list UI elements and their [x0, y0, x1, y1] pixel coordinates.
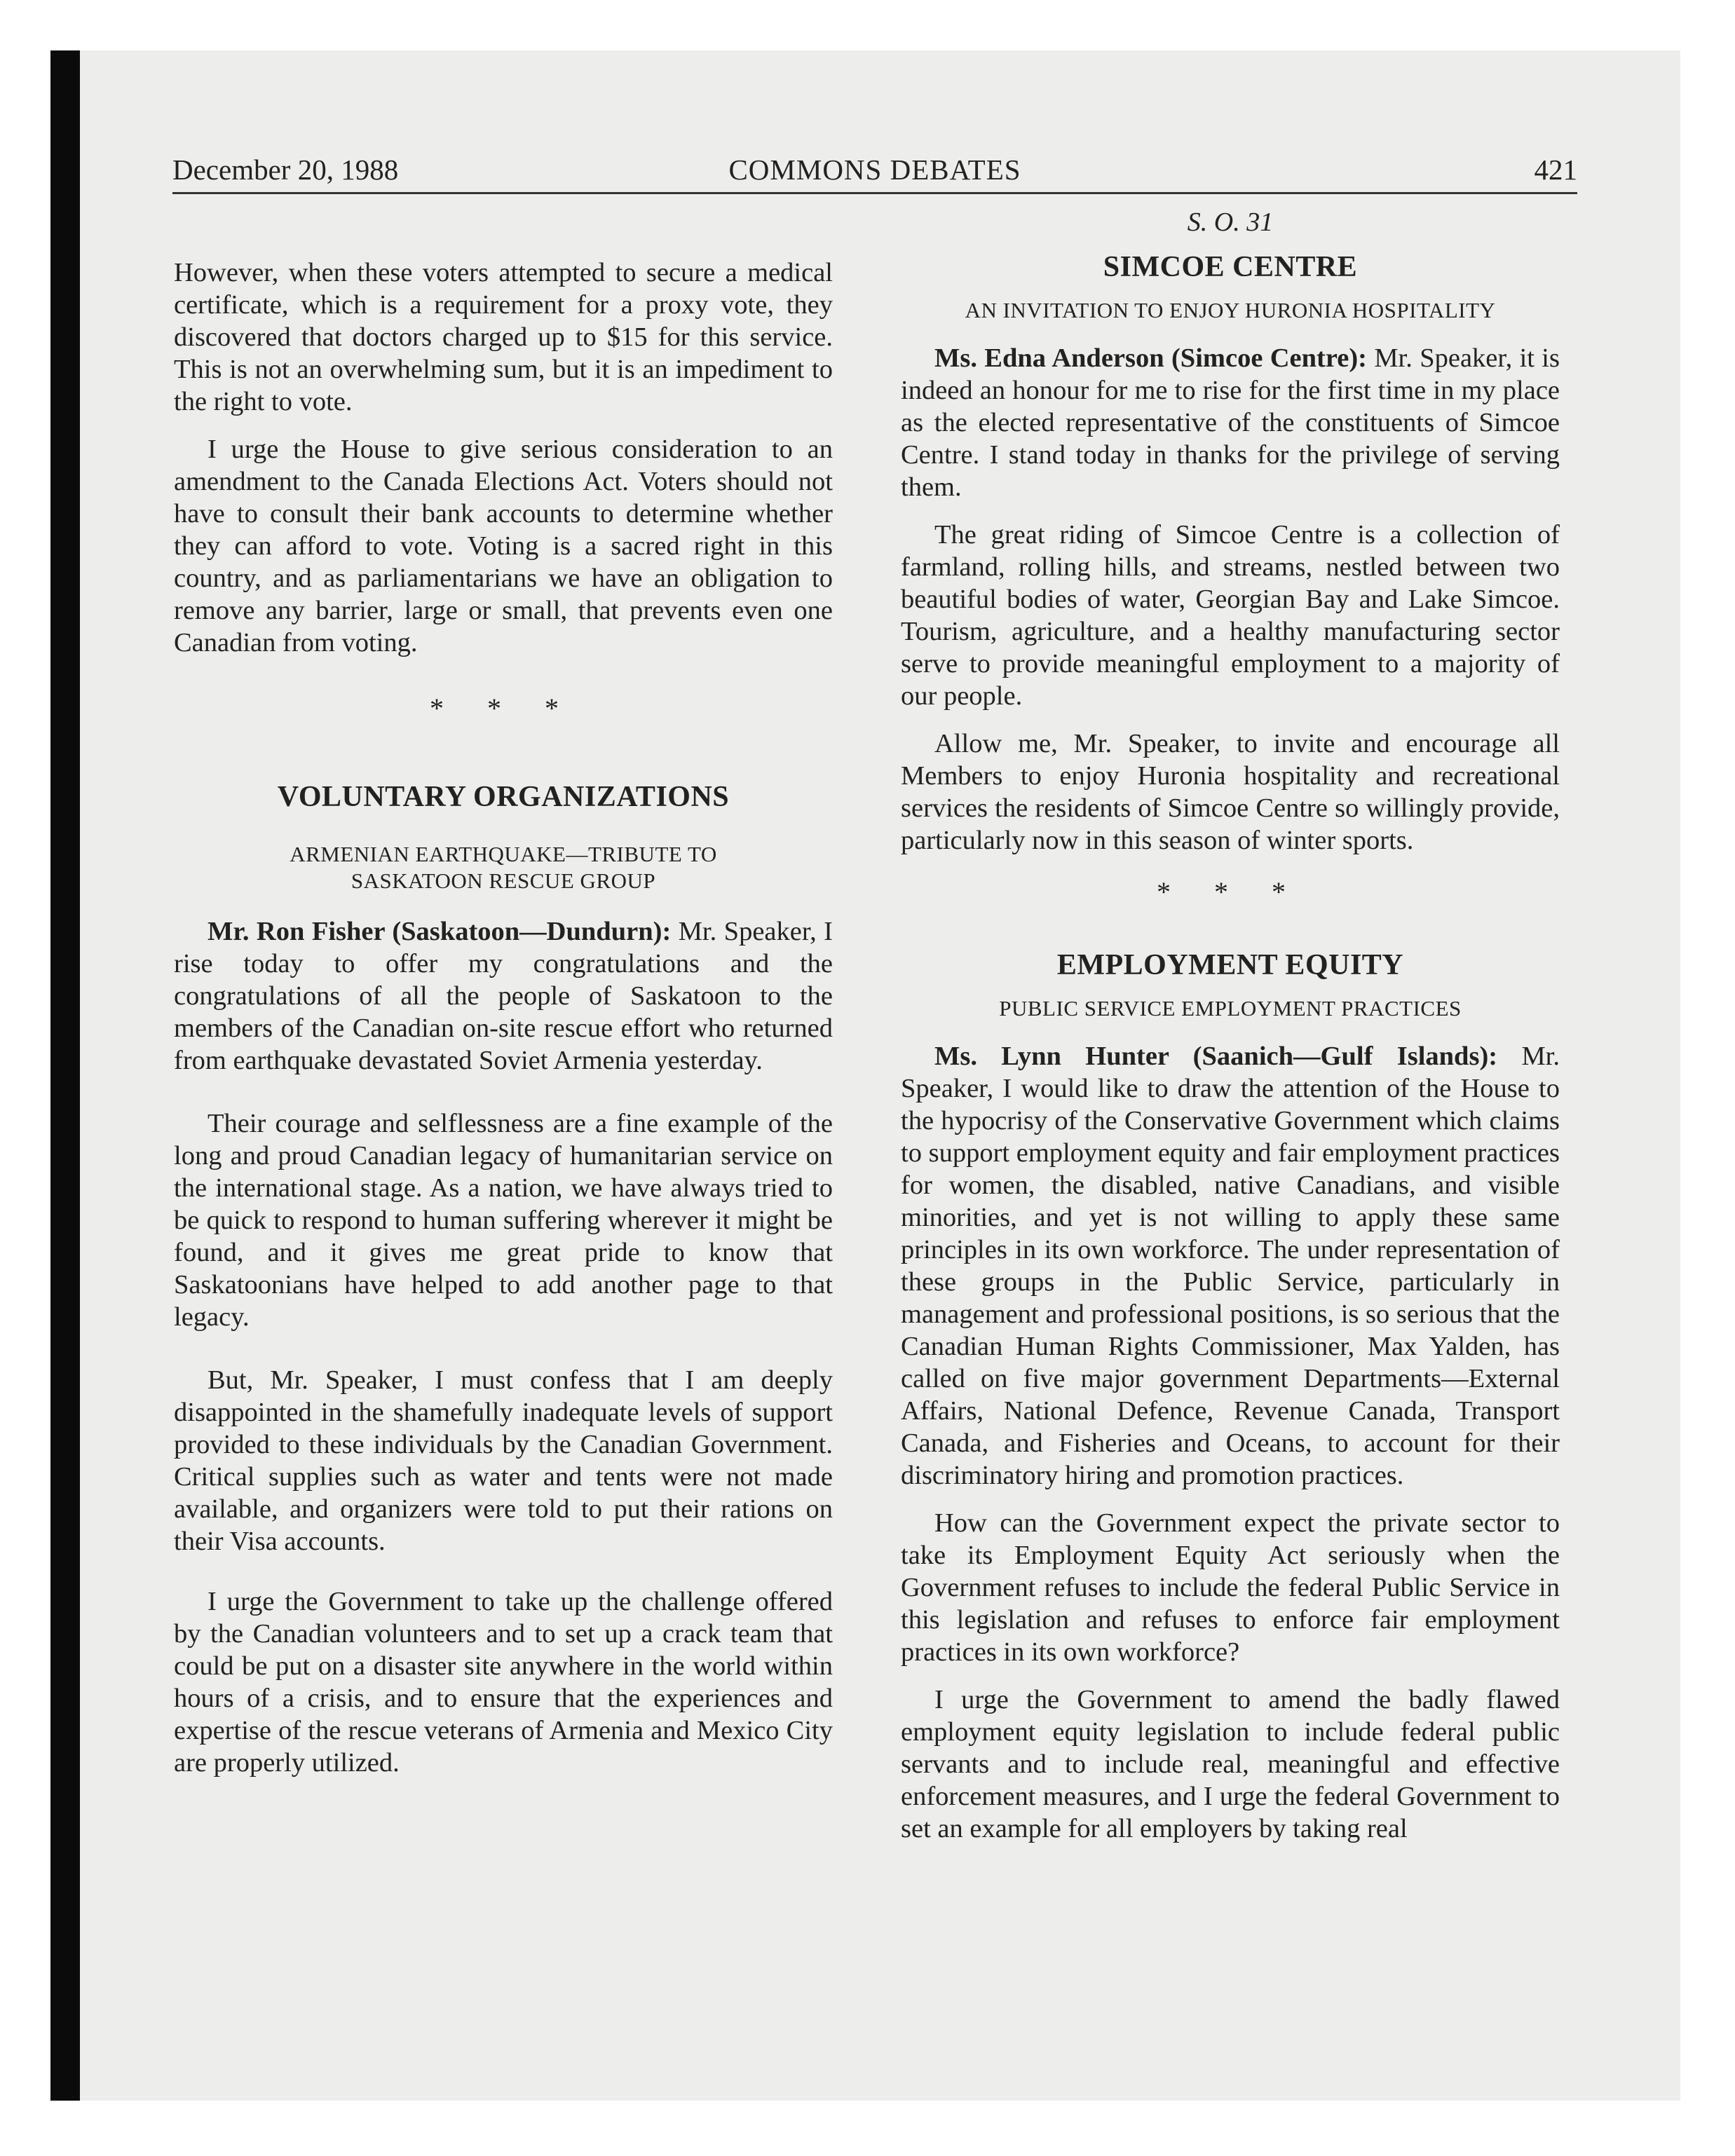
spacer: [901, 908, 1560, 949]
section-title-employment-equity: EMPLOYMENT EQUITY: [1056, 949, 1404, 981]
speaker-paragraph: [901, 342, 1560, 503]
section-subtitle: AN INVITATION TO ENJOY HURONIA HOSPITALITY: [965, 298, 1496, 322]
page-number: 421: [1534, 153, 1577, 186]
paragraph: I urge the Government to take up the challenge offered by the Canadian volunteers and to set up a crack team that could be put on a disaster site anywhere in the world within hours of a crisis, and to ensure that the experiences and expertise of the rescue veterans of Armenia and Mexico City are properly utilized.: [174, 1587, 833, 1778]
binding-edge: [50, 50, 80, 2101]
speech-text: Mr. Speaker, I rise today to offer my congratulations and the congratulations of all the people of Saskatoon to the members of the Canadian on-site rescue effort who returned from earthquake devastated Soviet Armenia yesterday.: [174, 917, 833, 1075]
paragraph: The great riding of Simcoe Centre is a collection of farmland, rolling hills, and streams, nestled between two beautiful bodies of water, Georgian Bay and Lake Simcoe. Tourism, agriculture, and a healthy manufacturing sector serve to provide meaningful employment to a majority of our people.: [901, 520, 1560, 711]
standing-order-label: S. O. 31: [1187, 207, 1274, 237]
paragraph: I urge the Government to amend the badly flawed employment equity legislation to include federal public servants and to include real, meaningful and effective enforcement measures, and I urge the federal Government to set an example for all employers by taking real: [901, 1685, 1560, 1843]
speaker-name: Ms. Lynn Hunter (Saanich—Gulf Islands):: [934, 1042, 1498, 1071]
section-separator: * * *: [1157, 876, 1304, 908]
spacer: [174, 1092, 833, 1107]
spacer: [174, 1349, 833, 1364]
right-column: [901, 203, 1560, 1860]
header-date: December 20, 1988: [172, 153, 399, 186]
paragraph: But, Mr. Speaker, I must confess that I am deeply disappointed in the shamefully inadequate levels of support provided to these individuals by the Canadian Government. Critical supplies such as water and tents were not made available, and organizers were told to put their rations on their Visa accounts.: [174, 1365, 833, 1556]
spacer: [174, 725, 833, 781]
spacer: [174, 1573, 833, 1585]
speech-text: Mr. Speaker, I would like to draw the attention of the House to the hypocrisy of the Conservative Government which claims to support employment equity and fair employment practices for women, the disabled, native Canadians, and visible minorities, and yet is not willing to apply these same principles in its own workforce. The under representation of these groups in the Public Service, particularly in management and professional positions, is so serious that the Canadian Human Rights Commissioner, Max Yalden, has called on five major government Departments—External Affairs, National Defence, Revenue Canada, Transport Canada, and Fisheries and Oceans, to account for their discriminatory hiring and promotion practices.: [901, 1042, 1560, 1490]
speech-text: Mr. Speaker, it is indeed an honour for me to rise for the first time in my place as the elected representative of the constituents of Simcoe Centre. I stand today in thanks for the privilege of serving them.: [901, 343, 1560, 502]
section-separator: * * *: [430, 692, 577, 724]
speaker-paragraph: [174, 915, 833, 1077]
paragraph: I urge the House to give serious consideration to an amendment to the Canada Elections Act. Voters should not have to consult their bank accounts to determine whether they can afford to vote. Voting is a sacred right in this country, and as parliamentarians we have an obligation to remove any barrier, large or small, that prevents even one Canadian from voting.: [174, 435, 833, 657]
speaker-name: Mr. Ron Fisher (Saskatoon—Dundurn):: [207, 917, 672, 946]
section-title-simcoe-centre: SIMCOE CENTRE: [1103, 251, 1358, 283]
left-column-top-spacer: [174, 203, 833, 257]
paragraph: Allow me, Mr. Speaker, to invite and encourage all Members to enjoy Huronia hospitality and recreational services the residents of Simcoe Centre so willingly provide, particularly now in this season of winter sports.: [901, 729, 1560, 855]
speaker-name: Ms. Edna Anderson (Simcoe Centre):: [934, 343, 1367, 373]
section-title-voluntary-organizations: VOLUNTARY ORGANIZATIONS: [277, 781, 730, 813]
paragraph: Their courage and selflessness are a fine example of the long and proud Canadian legacy of humanitarian service on the international stage. As a nation, we have always tried to be quick to respond to human suffering wherever it might be found, and it gives me great pride to know that Saskatoonians have helped to add another page to that legacy.: [174, 1109, 833, 1332]
section-subtitle: ARMENIAN EARTHQUAKE—TRIBUTE TO SASKATOON RESCUE GROUP: [290, 842, 717, 893]
paragraph: However, when these voters attempted to secure a medical certificate, which is a requirement for a proxy vote, they discovered that doctors charged up to $15 for this service. This is not an overwhelming sum, but it is an impediment to the right to vote.: [174, 258, 833, 416]
left-column: [174, 203, 833, 1794]
speaker-paragraph: [901, 1040, 1560, 1492]
section-subtitle: PUBLIC SERVICE EMPLOYMENT PRACTICES: [999, 996, 1462, 1021]
page-header: [172, 153, 1577, 194]
header-title: COMMONS DEBATES: [728, 153, 1021, 186]
paragraph: How can the Government expect the private sector to take its Employment Equity Act seriously when the Government refuses to include the federal Public Service in this legislation and refuses to enforce fair employment practices in its own workforce?: [901, 1508, 1560, 1667]
